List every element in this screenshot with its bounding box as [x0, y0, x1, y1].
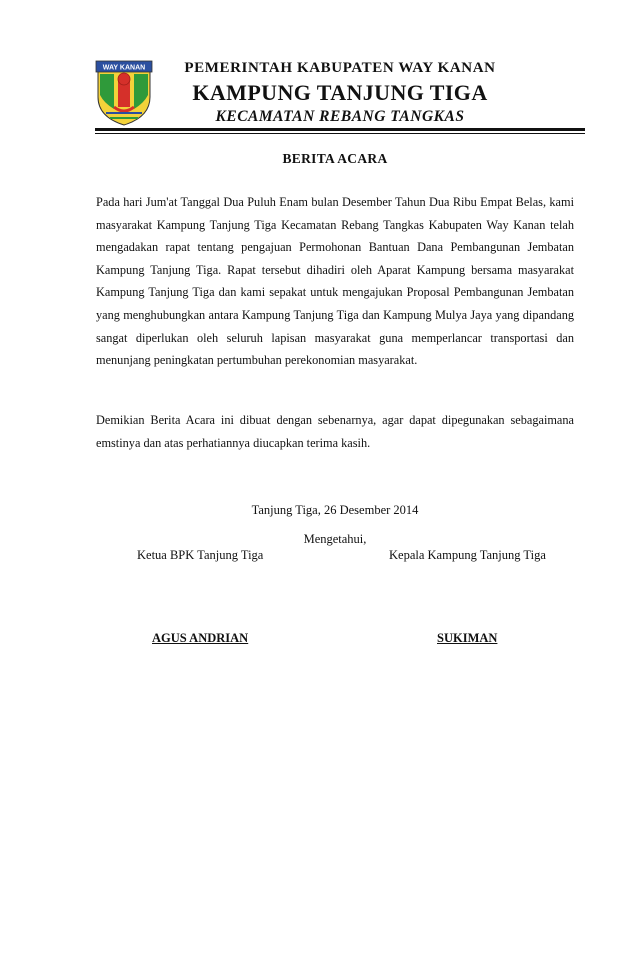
signatory-right-role: Kepala Kampung Tanjung Tiga	[389, 548, 546, 562]
place-and-date: Tanjung Tiga, 26 Desember 2014	[251, 503, 419, 517]
acknowledged-label: Mengetahui,	[303, 532, 367, 546]
letterhead-village: KAMPUNG TANJUNG TIGA	[192, 80, 488, 105]
letterhead-divider-thin	[95, 133, 585, 134]
document-title: BERITA ACARA	[282, 151, 388, 166]
letterhead-divider-thick	[95, 128, 585, 131]
letterhead-government: PEMERINTAH KABUPATEN WAY KANAN	[184, 60, 496, 76]
regency-emblem-logo	[94, 57, 154, 127]
signatory-right-name: SUKIMAN	[437, 631, 498, 645]
logo-banner-text: WAY KANAN	[102, 64, 146, 72]
signatory-left-role: Ketua BPK Tanjung Tiga	[137, 548, 264, 562]
body-paragraph-2: Demikian Berita Acara ini dibuat dengan sebenarnya, agar dapat dipegunakan sebagaimana emstinya dan atas perhatiannya diucapkan terima kasih.	[96, 413, 574, 450]
body-paragraph-1: Pada hari Jum'at Tanggal Dua Puluh Enam bulan Desember Tahun Dua Ribu Empat Belas, kami masyarakat Kampung Tanjung Tiga Kecamatan Rebang Tangkas Kabupaten Way Kanan telah mengadakan rapat tentang pengajuan Permohonan Bantuan Dana Pembangunan Jembatan Kampung Tanjung Tiga. Rapat tersebut dihadiri oleh Aparat Kampung bersama masyarakat Kampung Tanjung Tiga dan kami sepakat untuk mengajukan Proposal Pembangunan Jembatan yang menghubungkan antara Kampung Tanjung Tiga dan Kampung Mulya Jaya yang dipandang sangat diperlukan oleh seluruh lapisan masyarakat guna memperlancar transportasi dan menunjang peningkatan pertumbuhan perekonomian masyarakat.	[96, 195, 574, 368]
letterhead-district: KECAMATAN REBANG TANGKAS	[215, 108, 465, 125]
signatory-left-name: AGUS ANDRIAN	[152, 631, 249, 645]
